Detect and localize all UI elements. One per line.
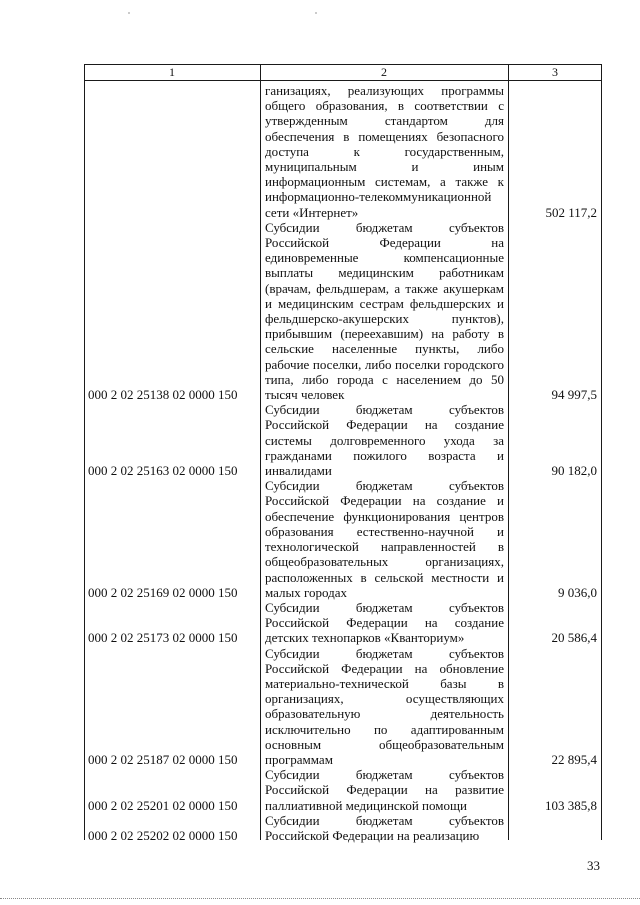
table-row-continuation	[84, 83, 602, 220]
budget-code-cell	[84, 83, 260, 220]
table-row	[84, 402, 602, 478]
budget-code-cell	[84, 813, 260, 843]
budget-code-cell	[84, 767, 260, 813]
scan-speck	[128, 12, 130, 14]
description-cell: Субсидии бюджетам субъектов Российской Федерации на создание детских технопарков «Кванториум»	[265, 599, 504, 646]
description-cell: Субсидии бюджетам субъектов Российской Федерации на развитие паллиативной медицинской помощи	[265, 767, 504, 813]
description-cell: Субсидии бюджетам субъектов Российской Федерации на создание и обеспечение функционирования центров образования естественно-научной и технологической направленностей в общеобразовательных организациях, расположенных в сельской местности и малых городах	[265, 478, 504, 600]
budget-code: 000 2 02 25202 02 0000 150	[88, 827, 238, 843]
budget-code: 000 2 02 25187 02 0000 150	[88, 751, 238, 767]
amount-cell	[508, 646, 602, 768]
budget-code-cell	[84, 478, 260, 600]
budget-code-cell	[84, 600, 260, 646]
amount-cell	[508, 478, 602, 600]
table-row	[84, 767, 602, 813]
budget-code-cell	[84, 646, 260, 768]
table-row	[84, 646, 602, 768]
amount-cell	[508, 402, 602, 478]
amount-value: 94 997,5	[551, 387, 597, 403]
amount-cell	[508, 600, 602, 646]
description-cell: Субсидии бюджетам субъектов Российской Федерации на реализацию	[265, 812, 504, 843]
budget-code-cell	[84, 220, 260, 402]
amount-cell	[508, 83, 602, 220]
budget-code: 000 2 02 25173 02 0000 150	[88, 630, 238, 646]
table-row	[84, 600, 602, 646]
description-cell: Субсидии бюджетам субъектов Российской Федерации на обновление материально-технической базы в организациях, осуществляющих образовательную деятельность исключительно по адаптированным основным общеобразовательным программам	[265, 645, 504, 767]
budget-code: 000 2 02 25201 02 0000 150	[88, 797, 238, 813]
amount-value: 9 036,0	[558, 584, 597, 600]
description-cell: Субсидии бюджетам субъектов Российской Федерации на единовременные компенсационные выплаты медицинским работникам (врачам, фельдшерам, а также акушеркам и медицинским сестрам фельдшерских и фельдшерско-акушерских пунктов), прибывшим (переехавшим) на работу в сельские населенные пункты, либо рабочие поселки, либо поселки городского типа, либо города с населением до 50 тысяч человек	[265, 219, 504, 403]
description-cell: ганизациях, реализующих программы общего образования, в соответствии с утвержденным стандартом для обеспечения в помещениях безопасного доступа к государственным, муниципальным и иным информационным системам, а также к информационно-телекоммуникационной сети «Интернет»	[265, 83, 504, 220]
table-row	[84, 813, 602, 843]
amount-cell	[508, 767, 602, 813]
page-number: 33	[587, 858, 600, 873]
amount-cell	[508, 220, 602, 402]
scan-edge-line	[0, 898, 640, 900]
amount-value: 90 182,0	[551, 463, 597, 479]
budget-code: 000 2 02 25163 02 0000 150	[88, 463, 238, 479]
table-body	[84, 83, 602, 843]
scan-speck	[315, 12, 317, 14]
header-bottom-border	[84, 80, 602, 81]
column-header-3: 3	[552, 65, 558, 79]
amount-value: 103 385,8	[545, 797, 597, 813]
column-header-2: 2	[381, 65, 387, 79]
budget-code-cell	[84, 402, 260, 478]
budget-code: 000 2 02 25138 02 0000 150	[88, 387, 238, 403]
amount-cell	[508, 813, 602, 843]
amount-value: 502 117,2	[545, 204, 597, 220]
table-row	[84, 220, 602, 402]
budget-code: 000 2 02 25169 02 0000 150	[88, 584, 238, 600]
description-cell: Субсидии бюджетам субъектов Российской Федерации на создание системы долговременного ухода за гражданами пожилого возраста и инвалидами	[265, 402, 504, 479]
column-header-1: 1	[169, 65, 175, 79]
table-row	[84, 478, 602, 600]
amount-value: 20 586,4	[551, 630, 597, 646]
amount-value: 22 895,4	[551, 751, 597, 767]
